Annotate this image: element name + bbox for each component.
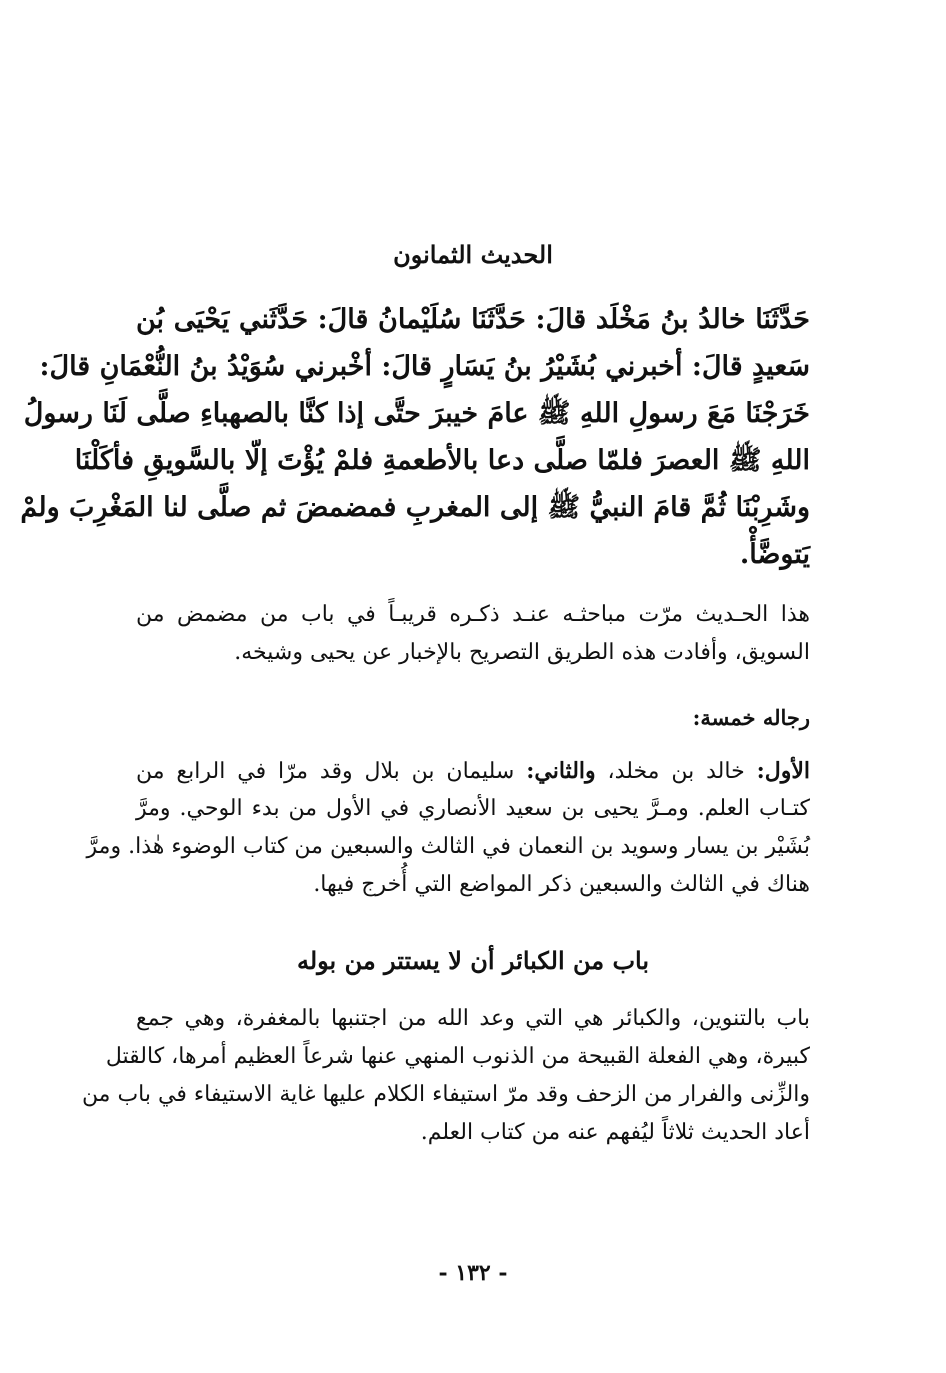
- first-narrator-label: الأول:: [756, 758, 810, 784]
- narrators-line: بُشَيْر بن يسار وسويد بن النعمان في الثالث والسبعين من كتاب الوضوء هٰذا. ومرَّ: [86, 834, 810, 859]
- chapter-line: أعاد الحديث ثلاثاً ليُفهم عنه من كتاب العلم.: [420, 1120, 810, 1145]
- commentary-line: السويق، وأفادت هذه الطريق التصريح بالإخبار عن يحيى وشيخه.: [234, 640, 810, 665]
- chapter-line: باب بالتنوين، والكبائر هي التي وعد الله من اجتنبها بالمغفرة، وهي جمع: [136, 1006, 810, 1031]
- hadith-text: [20, 296, 810, 578]
- chapter-text: [81, 1000, 810, 1152]
- hadith-line: وشَرِبْنَا ثُمَّ قامَ النبيُّ ﷺ إلى المغربِ فمضمضَ ثم صلَّى لنا المَغْرِبَ ولمْ: [20, 492, 810, 523]
- hadith-line: خَرَجْنَا مَعَ رسولِ اللهِ ﷺ عامَ خيبرَ حتَّى إذا كنَّا بالصهباءِ صلَّى لَنَا رسولُ: [23, 398, 810, 429]
- hadith-line: يَتوضَّأْ.: [739, 539, 810, 570]
- narrators-line: كتـاب العلم. ومـرَّ يحيى بن سعيد الأنصاري في الأول من بدء الوحي. ومرَّ: [136, 796, 810, 821]
- commentary: [136, 596, 810, 672]
- narrators-label: رجاله خمسة:: [692, 705, 810, 730]
- hadith-line: اللهِ ﷺ العصرَ فلمّا صلَّى دعا بالأطعمةِ فلمْ يُؤْتَ إلّا بالسَّويقِ فأكَلْنَا: [74, 445, 810, 476]
- hadith-line: سَعيدٍ قالَ: أخبرني بُشَيْرُ بنُ يَسَارٍ قالَ: أخْبرني سُوَيْدُ بنُ النُّعْمَانِ قالَ:: [39, 351, 810, 382]
- second-narrator-label: والثاني:: [526, 758, 596, 784]
- first-narrator-text: خالد بن مخلد،: [607, 759, 745, 784]
- narrators-line: [136, 752, 810, 790]
- narrators: [86, 752, 810, 904]
- hadith-title: الحديث الثمانون: [393, 240, 553, 269]
- commentary-line: هذا الحـديث مرّت مباحثـه عنـد ذكـره قريبـاً في باب من مضمض من: [136, 602, 810, 627]
- page-number: - ١٣٢ -: [438, 1260, 508, 1286]
- chapter-title: باب من الكبائر أن لا يستتر من بوله: [296, 946, 650, 975]
- hadith-line: حَدَّثَنَا خالدُ بنُ مَخْلَد قالَ: حَدَّثَنَا سُلَيْمانُ قالَ: حَدَّثَني يَحْيَى بُن: [136, 304, 810, 335]
- narrators-line: هناك في الثالث والسبعين ذكر المواضع التي أُخرج فيها.: [313, 872, 810, 897]
- chapter-line: والزِّنى والفرار من الزحف وقد مرّ استيفاء الكلام عليها غاية الاستيفاء في باب من: [81, 1082, 810, 1107]
- chapter-line: كبيرة، وهي الفعلة القبيحة من الذنوب المنهي عنها شرعاً العظيم أمرها، كالقتل: [105, 1044, 810, 1069]
- second-narrator-text: سليمان بن بلال وقد مرّا في الرابع من: [136, 759, 515, 784]
